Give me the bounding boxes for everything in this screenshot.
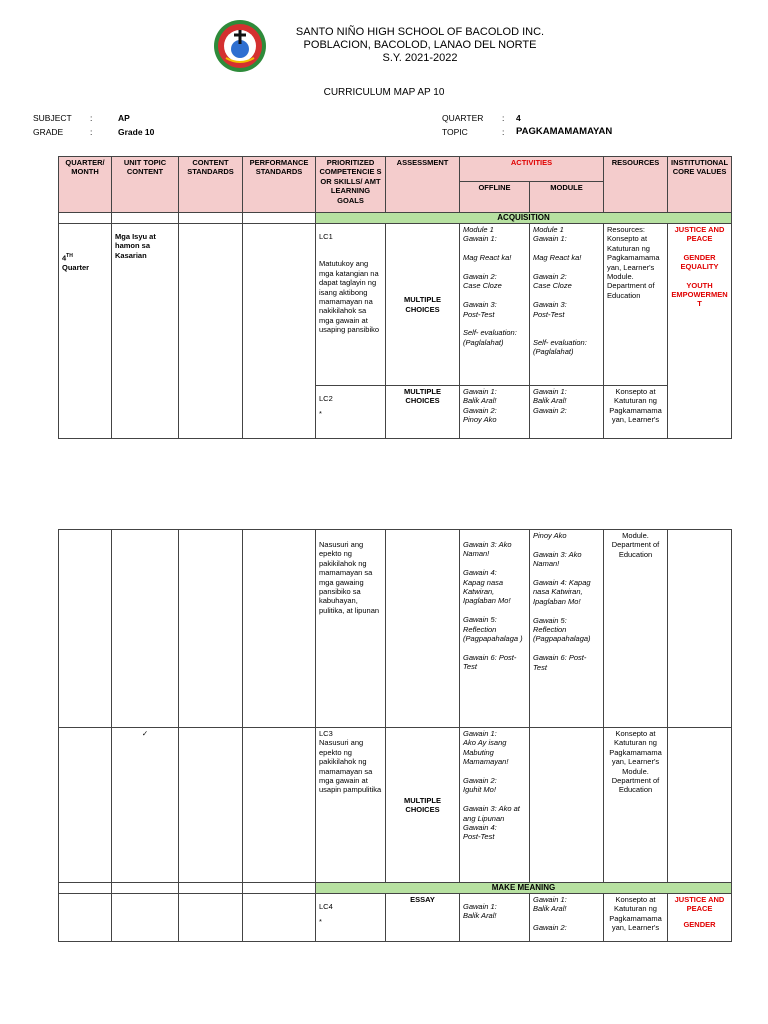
subject-label: SUBJECT — [33, 113, 72, 123]
competency-lc3-cell — [316, 728, 386, 883]
curriculum-table-2 — [58, 529, 732, 942]
curriculum-table-1 — [58, 156, 732, 439]
module-lc2-cell: Gawain 1: Balik Aral! Gawain 2: — [530, 386, 604, 439]
quarter-sup: TH — [66, 253, 73, 259]
section-acquisition: ACQUISITION — [316, 213, 732, 224]
value-justice: JUSTICE AND PEACE — [674, 225, 725, 244]
offline-lc3-cell: Gawain 1: Ako Ay isang Mabuting Mamamayan! Gawain 2: Iguhit Mo! Gawain 3: Ako at ang Lipunan Gawain 4: Post-Test — [460, 728, 530, 883]
content-standards-cell — [179, 224, 243, 439]
value-gender-2: GENDER — [683, 919, 716, 929]
competency-lc1-cell — [316, 224, 386, 386]
col-values-header: INSTITUTIONAL CORE VALUES — [668, 157, 732, 213]
quarter-label: QUARTER — [442, 113, 484, 123]
col-content-header: CONTENT STANDARDS — [179, 157, 243, 213]
value-youth: YOUTH EMPOWERMEN T — [671, 280, 728, 309]
lc1-text: Matutukoy ang mga katangian na dapat taglayin ng isang aktibong mamamayan na nakikilahok sa mga gawain at usaping pansibiko — [319, 259, 380, 335]
lc3-text: Nasusuri ang epekto ng pakikilahok ng mamamayan sa mga gawain at usapin pampulitika — [319, 738, 382, 795]
quarter-cell — [59, 224, 112, 439]
lc3-code: LC3 — [319, 729, 333, 738]
competency-lc4-cell — [316, 894, 386, 942]
subject-value: AP — [118, 113, 130, 123]
unit-topic-cell: Mga Isyu at hamon sa Kasarian — [112, 224, 179, 439]
col-performance-header: PERFORMANCE STANDARDS — [243, 157, 316, 213]
resources-lc3-cell: Konsepto at Katuturan ng Pagkamamama yan, Learner's Module. Department of Education — [604, 728, 668, 883]
module-lc2-continued-cell: Pinoy Ako Gawain 3: Ako Naman! Gawain 4: Kapag nasa Katwiran, Ipaglaban Mo! Gawain 5: Reflection (Pagpapahalaga) Gawain 6: Post-Test — [530, 530, 604, 728]
lc4-bullet: * — [319, 917, 322, 927]
grade-value: Grade 10 — [118, 127, 155, 137]
assessment-lc1-cell: MULTIPLE CHOICES — [386, 224, 460, 386]
topic-colon: : — [502, 127, 505, 137]
core-values-cell-2 — [668, 894, 732, 942]
quarter-value: 4 — [516, 113, 521, 123]
competency-lc2-continued-cell: Nasusuri ang epekto ng pakikilahok ng mamamayan sa mga gawaing pansibiko sa kabuhayan, pulitika, at lipunan — [316, 530, 386, 728]
col-module-header: MODULE — [530, 182, 604, 213]
school-header — [270, 26, 570, 65]
topic-value: PAGKAMAMAMAYAN — [516, 126, 613, 137]
module-lc4-cell: Gawain 1: Balik Aral! Gawain 2: — [530, 894, 604, 942]
col-quarter-header: QUARTER/ MONTH — [59, 157, 112, 213]
col-resources-header: RESOURCES — [604, 157, 668, 213]
school-address: POBLACION, BACOLOD, LANAO DEL NORTE — [303, 39, 537, 51]
resources-lc1-cell: Resources: Konsepto at Katuturan ng Pagkamamama yan, Learner's Module. Department of Education — [604, 224, 668, 386]
offline-lc4-cell: Gawain 1: Balik Aral! — [460, 894, 530, 942]
quarter-word: Quarter — [62, 262, 90, 272]
lc2-code: LC2 — [319, 394, 333, 403]
quarter-colon: : — [502, 113, 505, 123]
performance-standards-cell — [243, 224, 316, 439]
resources-lc4-cell: Konsepto at Katuturan ng Pagkamamama yan, Learner's — [604, 894, 668, 942]
quarter-number: 4 — [62, 253, 67, 263]
col-assessment-header: ASSESSMENT — [386, 157, 460, 213]
offline-lc1-cell: Module 1 Gawain 1: Mag React ka! Gawain 2: Case Cloze Gawain 3: Post-Test Self- evaluation: (Paglalahat) — [460, 224, 530, 386]
col-activities-header: ACTIVITIES — [460, 157, 604, 182]
assessment-lc4-cell: ESSAY — [386, 894, 460, 942]
core-values-cell-1 — [668, 224, 732, 439]
competency-lc2-cell — [316, 386, 386, 439]
lc4-code: LC4 — [319, 902, 333, 911]
subject-colon: : — [90, 113, 93, 123]
school-seal-icon — [212, 18, 268, 74]
offline-lc2-continued-cell: Gawain 3: Ako Naman! Gawain 4: Kapag nasa Katwiran, Ipaglaban Mo! Gawain 5: Reflection (Pagpapahalaga ) Gawain 6: Post-Test — [460, 530, 530, 728]
col-unit-header: UNIT TOPIC CONTENT — [112, 157, 179, 213]
resources-lc2-cell: Konsepto at Katuturan ng Pagkamamama yan, Learner's — [604, 386, 668, 439]
school-name: SANTO NIÑO HIGH SCHOOL OF BACOLOD INC. — [295, 26, 545, 38]
section-make-meaning: MAKE MEANING — [316, 883, 732, 894]
col-competencies-header: PRIORITIZED COMPETENCIE S OR SKILLS/ AMT LEARNING GOALS — [316, 157, 386, 213]
assessment-lc2-cell: MULTIPLE CHOICES — [386, 386, 460, 439]
assessment-lc3-cell: MULTIPLE CHOICES — [386, 728, 460, 883]
lc1-code: LC1 — [319, 232, 333, 241]
col-offline-header: OFFLINE — [460, 182, 530, 213]
value-gender: GENDER EQUALITY — [680, 252, 719, 272]
module-lc1-cell: Module 1 Gawain 1: Mag React ka! Gawain 2: Case Cloze Gawain 3: Post-Test Self- evaluation: (Paglalahat) — [530, 224, 604, 386]
offline-lc2-cell: Gawain 1: Balik Aral! Gawain 2: Pinoy Ako — [460, 386, 530, 439]
resources-lc2-continued-cell: Module. Department of Education — [604, 530, 668, 728]
value-justice-2: JUSTICE AND PEACE — [674, 895, 725, 914]
topic-label: TOPIC — [442, 127, 468, 137]
school-year: S.Y. 2021-2022 — [382, 52, 458, 64]
checkmark-cell: ✓ — [112, 728, 179, 883]
grade-label: GRADE — [33, 127, 64, 137]
lc2-bullet: * — [319, 409, 322, 419]
document-title: CURRICULUM MAP AP 10 — [323, 87, 445, 98]
grade-colon: : — [90, 127, 93, 137]
